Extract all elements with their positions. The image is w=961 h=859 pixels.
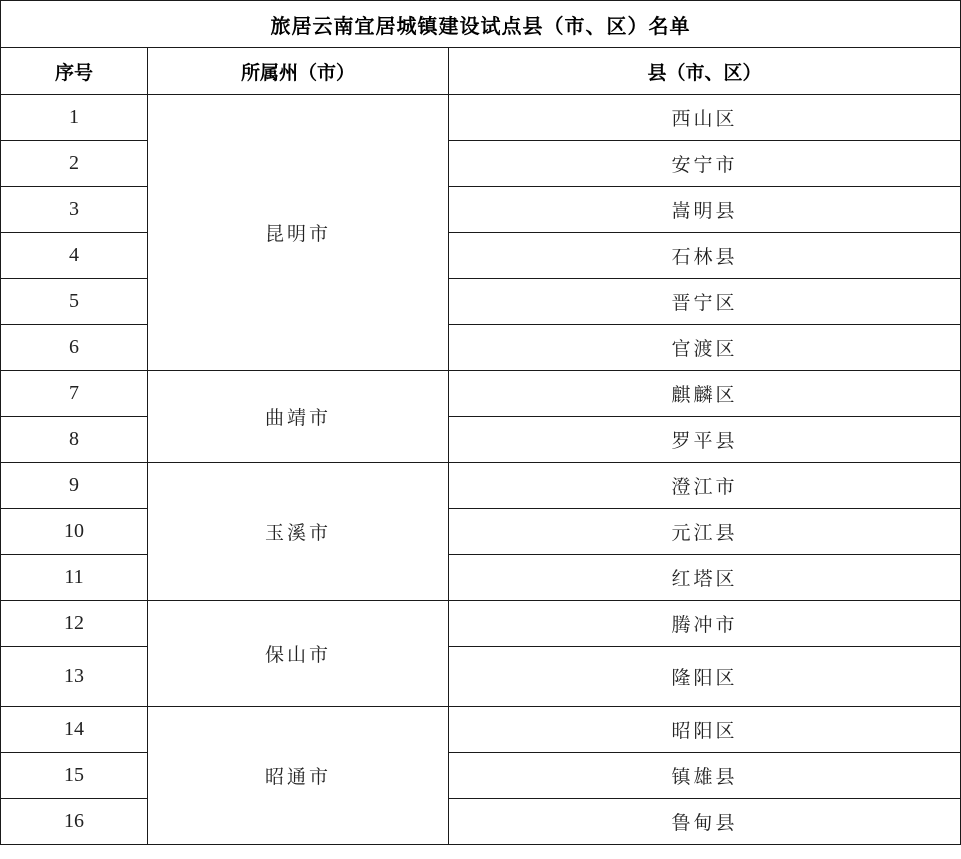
- table-title: 旅居云南宜居城镇建设试点县（市、区）名单: [1, 1, 961, 48]
- table-row: [1, 647, 961, 707]
- county-cell: 昭阳区: [449, 707, 961, 753]
- seq-cell: 4: [1, 233, 148, 279]
- table-row: [1, 799, 961, 845]
- county-cell: 官渡区: [449, 325, 961, 371]
- county-cell: 隆阳区: [449, 647, 961, 707]
- seq-cell: 6: [1, 325, 148, 371]
- seq-cell: 7: [1, 371, 148, 417]
- table-row: [1, 233, 961, 279]
- seq-cell: 15: [1, 753, 148, 799]
- table-row: [1, 141, 961, 187]
- table-body: [1, 95, 961, 845]
- seq-cell: 12: [1, 601, 148, 647]
- prefecture-cell: 昆明市: [148, 95, 449, 371]
- table-row: [1, 601, 961, 647]
- county-cell: 麒麟区: [449, 371, 961, 417]
- table-row: [1, 187, 961, 233]
- county-cell: 腾冲市: [449, 601, 961, 647]
- county-cell: 安宁市: [449, 141, 961, 187]
- seq-cell: 5: [1, 279, 148, 325]
- prefecture-cell: 昭通市: [148, 707, 449, 845]
- seq-cell: 2: [1, 141, 148, 187]
- table-row: [1, 707, 961, 753]
- county-cell: 澄江市: [449, 463, 961, 509]
- prefecture-cell: 曲靖市: [148, 371, 449, 463]
- table-row: [1, 95, 961, 141]
- column-header-county: 县（市、区）: [449, 48, 961, 95]
- seq-cell: 13: [1, 647, 148, 707]
- table-row: [1, 753, 961, 799]
- table-row: [1, 463, 961, 509]
- table-row: [1, 371, 961, 417]
- county-cell: 元江县: [449, 509, 961, 555]
- county-cell: 镇雄县: [449, 753, 961, 799]
- table-row: [1, 325, 961, 371]
- county-cell: 罗平县: [449, 417, 961, 463]
- seq-cell: 10: [1, 509, 148, 555]
- county-cell: 晋宁区: [449, 279, 961, 325]
- column-header-prefecture: 所属州（市）: [148, 48, 449, 95]
- county-cell: 石林县: [449, 233, 961, 279]
- table-row: [1, 279, 961, 325]
- seq-cell: 8: [1, 417, 148, 463]
- table-row: [1, 509, 961, 555]
- county-cell: 红塔区: [449, 555, 961, 601]
- seq-cell: 16: [1, 799, 148, 845]
- seq-cell: 1: [1, 95, 148, 141]
- prefecture-cell: 玉溪市: [148, 463, 449, 601]
- column-header-seq: 序号: [1, 48, 148, 95]
- table-row: [1, 555, 961, 601]
- seq-cell: 3: [1, 187, 148, 233]
- seq-cell: 9: [1, 463, 148, 509]
- seq-cell: 14: [1, 707, 148, 753]
- table-row: [1, 417, 961, 463]
- county-cell: 嵩明县: [449, 187, 961, 233]
- county-cell: 鲁甸县: [449, 799, 961, 845]
- seq-cell: 11: [1, 555, 148, 601]
- county-cell: 西山区: [449, 95, 961, 141]
- prefecture-cell: 保山市: [148, 601, 449, 707]
